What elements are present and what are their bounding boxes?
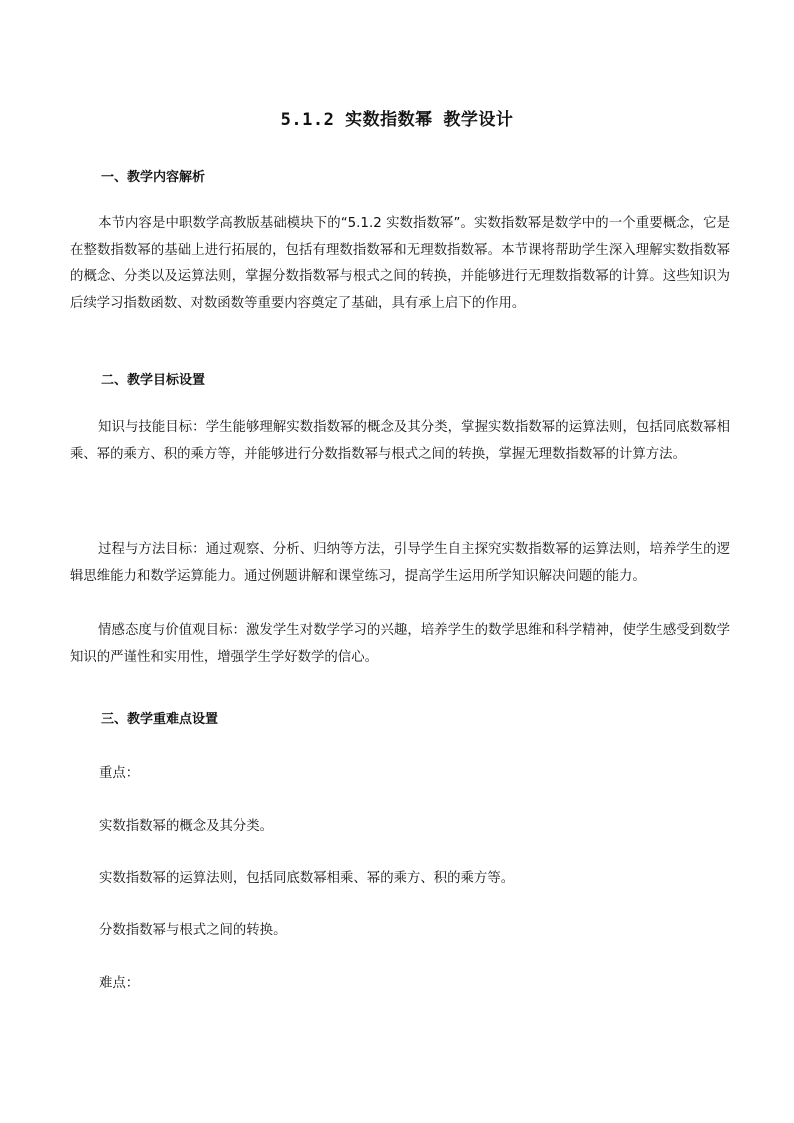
section-heading-key-difficult-points: 三、教学重难点设置 [101,712,219,727]
key-point-item: 实数指数幂的运算法则，包括同底数幂相乘、幂的乘方、积的乘方等。 [99,871,515,886]
goal-knowledge-skills: 知识与技能目标：学生能够理解实数指数幂的概念及其分类，掌握实数指数幂的运算法则，包括同底数幂相乘、幂的乘方、积的乘方等，并能够进行分数指数幂与根式之间的转换，掌握无理数指数幂的计算方法。 [70,420,730,462]
content-analysis-paragraph: 本节内容是中职数学高教版基础模块下的“5.1.2 实数指数幂”。实数指数幂是数学中的一个重要概念，它是在整数指数幂的基础上进行拓展的，包括有理数指数幂和无理数指数幂。本节课将帮助学生深入理解实数指数幂的概念、分类以及运算法则，掌握分数指数幂与根式之间的转换，并能够进行无理数指数幂的计算。这些知识为后续学习指数函数、对数函数等重要内容奠定了基础，具有承上启下的作用。 [70,216,730,311]
document-title: 5.1.2 实数指数幂 教学设计 [280,110,514,130]
key-point-item: 分数指数幂与根式之间的转换。 [99,923,287,938]
key-points-label: 重点： [99,766,140,781]
goal-attitude-values: 情感态度与价值观目标：激发学生对数学学习的兴趣，培养学生的数学思维和科学精神，使学生感受到数学知识的严谨性和实用性，增强学生学好数学的信心。 [70,623,730,665]
key-point-item: 实数指数幂的概念及其分类。 [99,819,274,834]
section-heading-teaching-goals: 二、教学目标设置 [101,373,206,388]
difficult-points-label: 难点： [99,976,140,991]
goal-process-methods: 过程与方法目标：通过观察、分析、归纳等方法，引导学生自主探究实数指数幂的运算法则，培养学生的逻辑思维能力和数学运算能力。通过例题讲解和课堂练习，提高学生运用所学知识解决问题的能力。 [70,542,730,584]
section-heading-content-analysis: 一、教学内容解析 [101,170,206,185]
